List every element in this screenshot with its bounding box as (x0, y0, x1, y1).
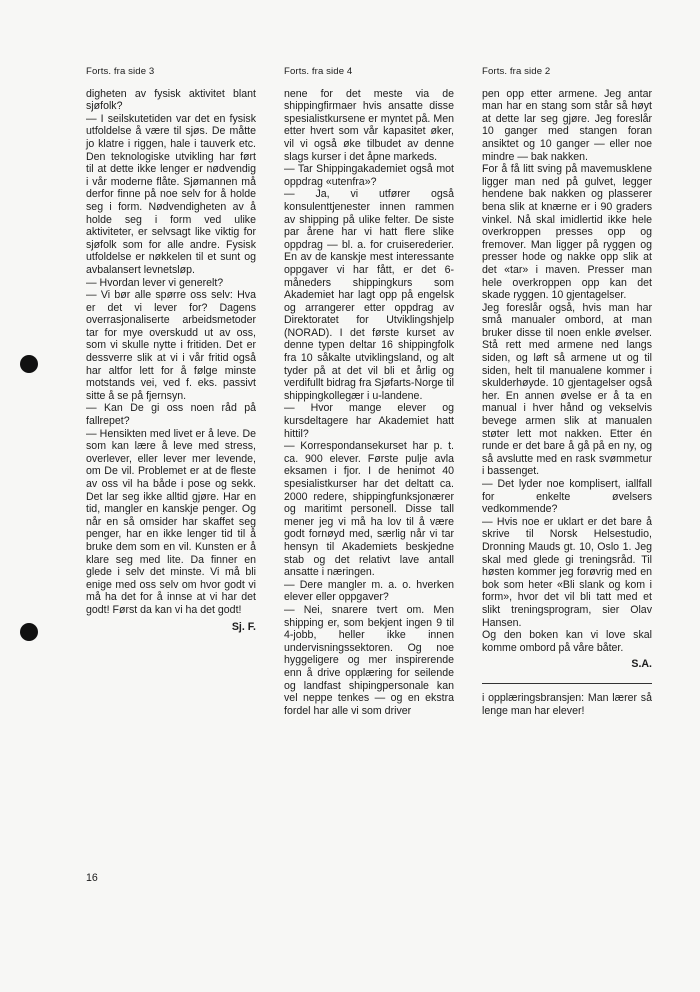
paragraph: For å få litt sving på mavemusklene ligger man ned på gulvet, legger hendene bak nakken og plasserer bena slik at knærne er i 90 graders vinkel. Nå skal imidlertid ikke hele overkroppen presses opp og fremover. Man ligger på ryggen og presser hode og nakke opp slik at det «tar» i maven. Presser man hele overkroppen opp kan det skade ryggen. 10 gjentagelser. (482, 163, 652, 302)
paragraph: — Korrespondansekurset har p. t. ca. 900 elever. Første pulje avla eksamen i fjor. I de henimot 40 spesialistkurser har det deltatt ca. 2000 redere, shippingfunksjonærer og maritimt personell. Disse tall mener jeg vi må ha lov til å være godt fornøyd med, særlig når vi tar hensyn til Akademiets beskjedne stab og det relativt lave antall ansatte i næringen. (284, 440, 454, 579)
paragraph: — Tar Shippingakademiet også mot oppdrag «utenfra»? (284, 163, 454, 188)
author-signature: S.A. (631, 658, 652, 671)
continuation-header: Forts. fra side 2 (482, 66, 551, 77)
paragraph: — Kan De gi oss noen råd på fallrepet? (86, 402, 256, 428)
punch-hole (20, 355, 38, 373)
page-number: 16 (86, 872, 98, 884)
paragraph: — Vi bør alle spørre oss selv: Hva er det vi lever for? Dagens overrasjonaliserte arbeidsmetoder tar for mye overskudd ut av oss, som vi skulle nytte i fritiden. Det er dessverre slik at vi i vår fritid også har altfor lett for å følge minste motstands vei, ved f. eks. passivt sitte å se på fjernsyn. (86, 289, 256, 402)
divider-rule (482, 683, 652, 684)
paragraph: nene for det meste via de shippingfirmaer hvis ansatte disse spesialistkursene er myntet på. Men etter hvert som vår kapasitet øker, vil vi også øke tilbudet av denne slags kurser i det åpne markeds. (284, 87, 454, 163)
continuation-header: Forts. fra side 4 (284, 66, 353, 77)
paragraph: — Hvor mange elever og kursdeltagere har Akademiet hatt hittil? (284, 402, 454, 440)
column-3 (482, 66, 652, 717)
paragraph: — Nei, snarere tvert om. Men shipping er, som bekjent ingen 9 til 4-jobb, heller ikke innen undervisningssektoren. Og noe hyggeligere og mer inspirerende enn å drive opplæring for seilende og landfast shipingpersonale kan vel neppe tenkes — og en ekstra fordel har alle vi som driver (284, 603, 454, 717)
continuation-text: i opplæringsbransjen: Man lærer så lenge man har elever! (482, 691, 652, 717)
paragraph: — Dere mangler m. a. o. hverken elever eller oppgaver? (284, 578, 454, 604)
paragraph: Jeg foreslår også, hvis man har små manualer ombord, at man bruker disse til noen enkle øvelser. Stå rett med armene ned langs siden, og løft så armene ut og til siden, helt til manualene kommer i skulderhøyde. 10 gjentagelser også her. En annen øvelse er å ta en manual i hver hånd og vekselvis bevege armen slik at manualen støter lett mot nakken. Etter én runde er det bare å gå på en ny, og så avslutte med en rask svømmetur i bassenget. (482, 301, 652, 478)
column-2 (284, 66, 454, 717)
paragraph: — Det lyder noe komplisert, iallfall for enkelte øvelsers vedkommende? (482, 478, 652, 516)
paragraph: — Hensikten med livet er å leve. De som kan lære å leve med stress, overlever, eller lever mer levende, om De vil. Problemet er at de fleste av oss vil ha både i pose og sekk. Det lar seg ikke alltid gjøre. Har en tid, mangler en kanskje penger. Og når en så omsider har skaffet seg penger, har en ikke lenger tid til å bruke dem som en vil. Kunsten er å klare seg med lite. Da finner en glede i selv det minste. Vi må bli enige med oss selv om hvor godt vi må ha det for å innse at vi har det godt! Først da kan vi ha det godt! (86, 427, 256, 616)
paragraph: — Hvis noe er uklart er det bare å skrive til Norsk Helsestudio, Dronning Mauds gt. 10, Oslo 1. Jeg skal med glede gi treningsråd. Til høsten kommer jeg forøvrig med en bok som heter «Bli slank og kom i form», hvor det vil bli tatt med et slikt treningsprogram, sier Olav Hansen. (482, 515, 652, 629)
paragraph: — Hvordan lever vi generelt? (86, 276, 224, 289)
column-1 (86, 66, 256, 633)
paragraph: Og den boken kan vi love skal komme ombord på våre båter. (482, 629, 652, 654)
punch-hole (20, 623, 38, 641)
paragraph: — Ja, vi utfører også konsulenttjenester innen rammen av shipping på ulike felter. De siste par årene har vi hatt flere slike oppdrag — bl. a. for cruiserederier. En av de kanskje mest interessante oppgaver vi har fått, er det 6-måneders shippingkurs som Akademiet har lagt opp på engelsk og arrangerer etter oppdrag av Direktoratet for Utviklingshjelp (NORAD). I det første kurset av denne typen deltar 16 shippingfolk fra 10 såkalte utviklingsland, og alt tyder på at det vil bli et årlig og verdifullt bidrag fra Sjøfarts-Norge til shippingkollegær i u-landene. (284, 188, 454, 402)
paragraph: pen opp etter armene. Jeg antar man har en stang som står så høyt at dette lar seg gjøre. Jeg foreslår 10 ganger med stangen foran ansiktet og 10 ganger — eller noe mindre — bak nakken. (482, 87, 652, 163)
paragraph: digheten av fysisk aktivitet blant sjøfolk? (86, 87, 256, 113)
author-signature: Sj. F. (231, 620, 256, 633)
paragraph: — I seilskutetiden var det en fysisk utfoldelse å være til sjøs. De måtte jo klatre i riggen, hale i tauverk etc. Den teknologiske utvikling har ført til at dette ikke lenger er nødvendig i vår moderne flåte. Sjømannen må derfor finne på noe selv for å holde seg i form. Nødvendigheten av å holde seg i form ved ulike aktiviteter, er selvsagt like viktig for sjøfolk som for alle andre. Fysisk utfoldelse er nøkkelen til et sunt og avbalansert levnetsløp. (86, 112, 256, 276)
continuation-header: Forts. fra side 3 (86, 66, 155, 77)
